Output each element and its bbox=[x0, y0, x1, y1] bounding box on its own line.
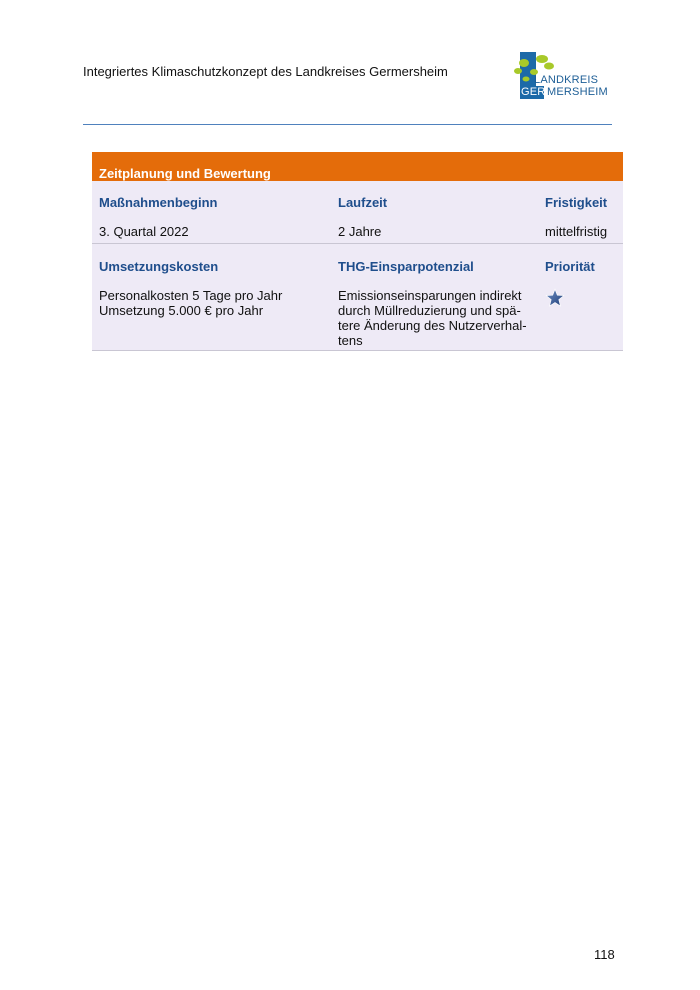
landkreis-logo bbox=[512, 50, 612, 104]
logo-text-ger: GER bbox=[521, 86, 546, 98]
table-row bbox=[92, 181, 623, 244]
table-row bbox=[92, 244, 623, 351]
ghg-savings-label: THG-Einsparpotenzial bbox=[338, 259, 474, 274]
priority-label: Priorität bbox=[545, 259, 595, 274]
logo-text-landkreis: LANDKREIS bbox=[534, 74, 599, 86]
start-label: Maßnahmenbeginn bbox=[99, 195, 218, 210]
star-icon bbox=[545, 288, 565, 308]
ghg-savings-line: Emissionseinsparungen indirekt bbox=[338, 288, 522, 303]
document-header-title: Integriertes Klimaschutzkonzept des Landkreises Germersheim bbox=[83, 64, 448, 79]
ghg-savings-value bbox=[338, 288, 527, 348]
logo-text-mersheim: MERSHEIM bbox=[547, 86, 608, 98]
ghg-savings-line: tens bbox=[338, 333, 363, 348]
costs-line: Personalkosten 5 Tage pro Jahr bbox=[99, 288, 283, 303]
costs-label: Umsetzungskosten bbox=[99, 259, 219, 274]
start-value: 3. Quartal 2022 bbox=[99, 224, 189, 239]
costs-line: Umsetzung 5.000 € pro Jahr bbox=[99, 303, 264, 318]
duration-label: Laufzeit bbox=[338, 195, 388, 210]
ghg-savings-line: durch Müllreduzierung und spä- bbox=[338, 303, 521, 318]
table-header: Zeitplanung und Bewertung bbox=[92, 152, 623, 181]
term-value: mittelfristig bbox=[545, 224, 608, 239]
duration-value: 2 Jahre bbox=[338, 224, 382, 239]
costs-value bbox=[99, 288, 282, 318]
ghg-savings-line: tere Änderung des Nutzerverhal- bbox=[338, 318, 527, 333]
term-label: Fristigkeit bbox=[545, 195, 608, 210]
page-number: 118 bbox=[594, 947, 615, 962]
header-divider bbox=[83, 124, 612, 125]
schedule-rating-table bbox=[92, 152, 623, 351]
